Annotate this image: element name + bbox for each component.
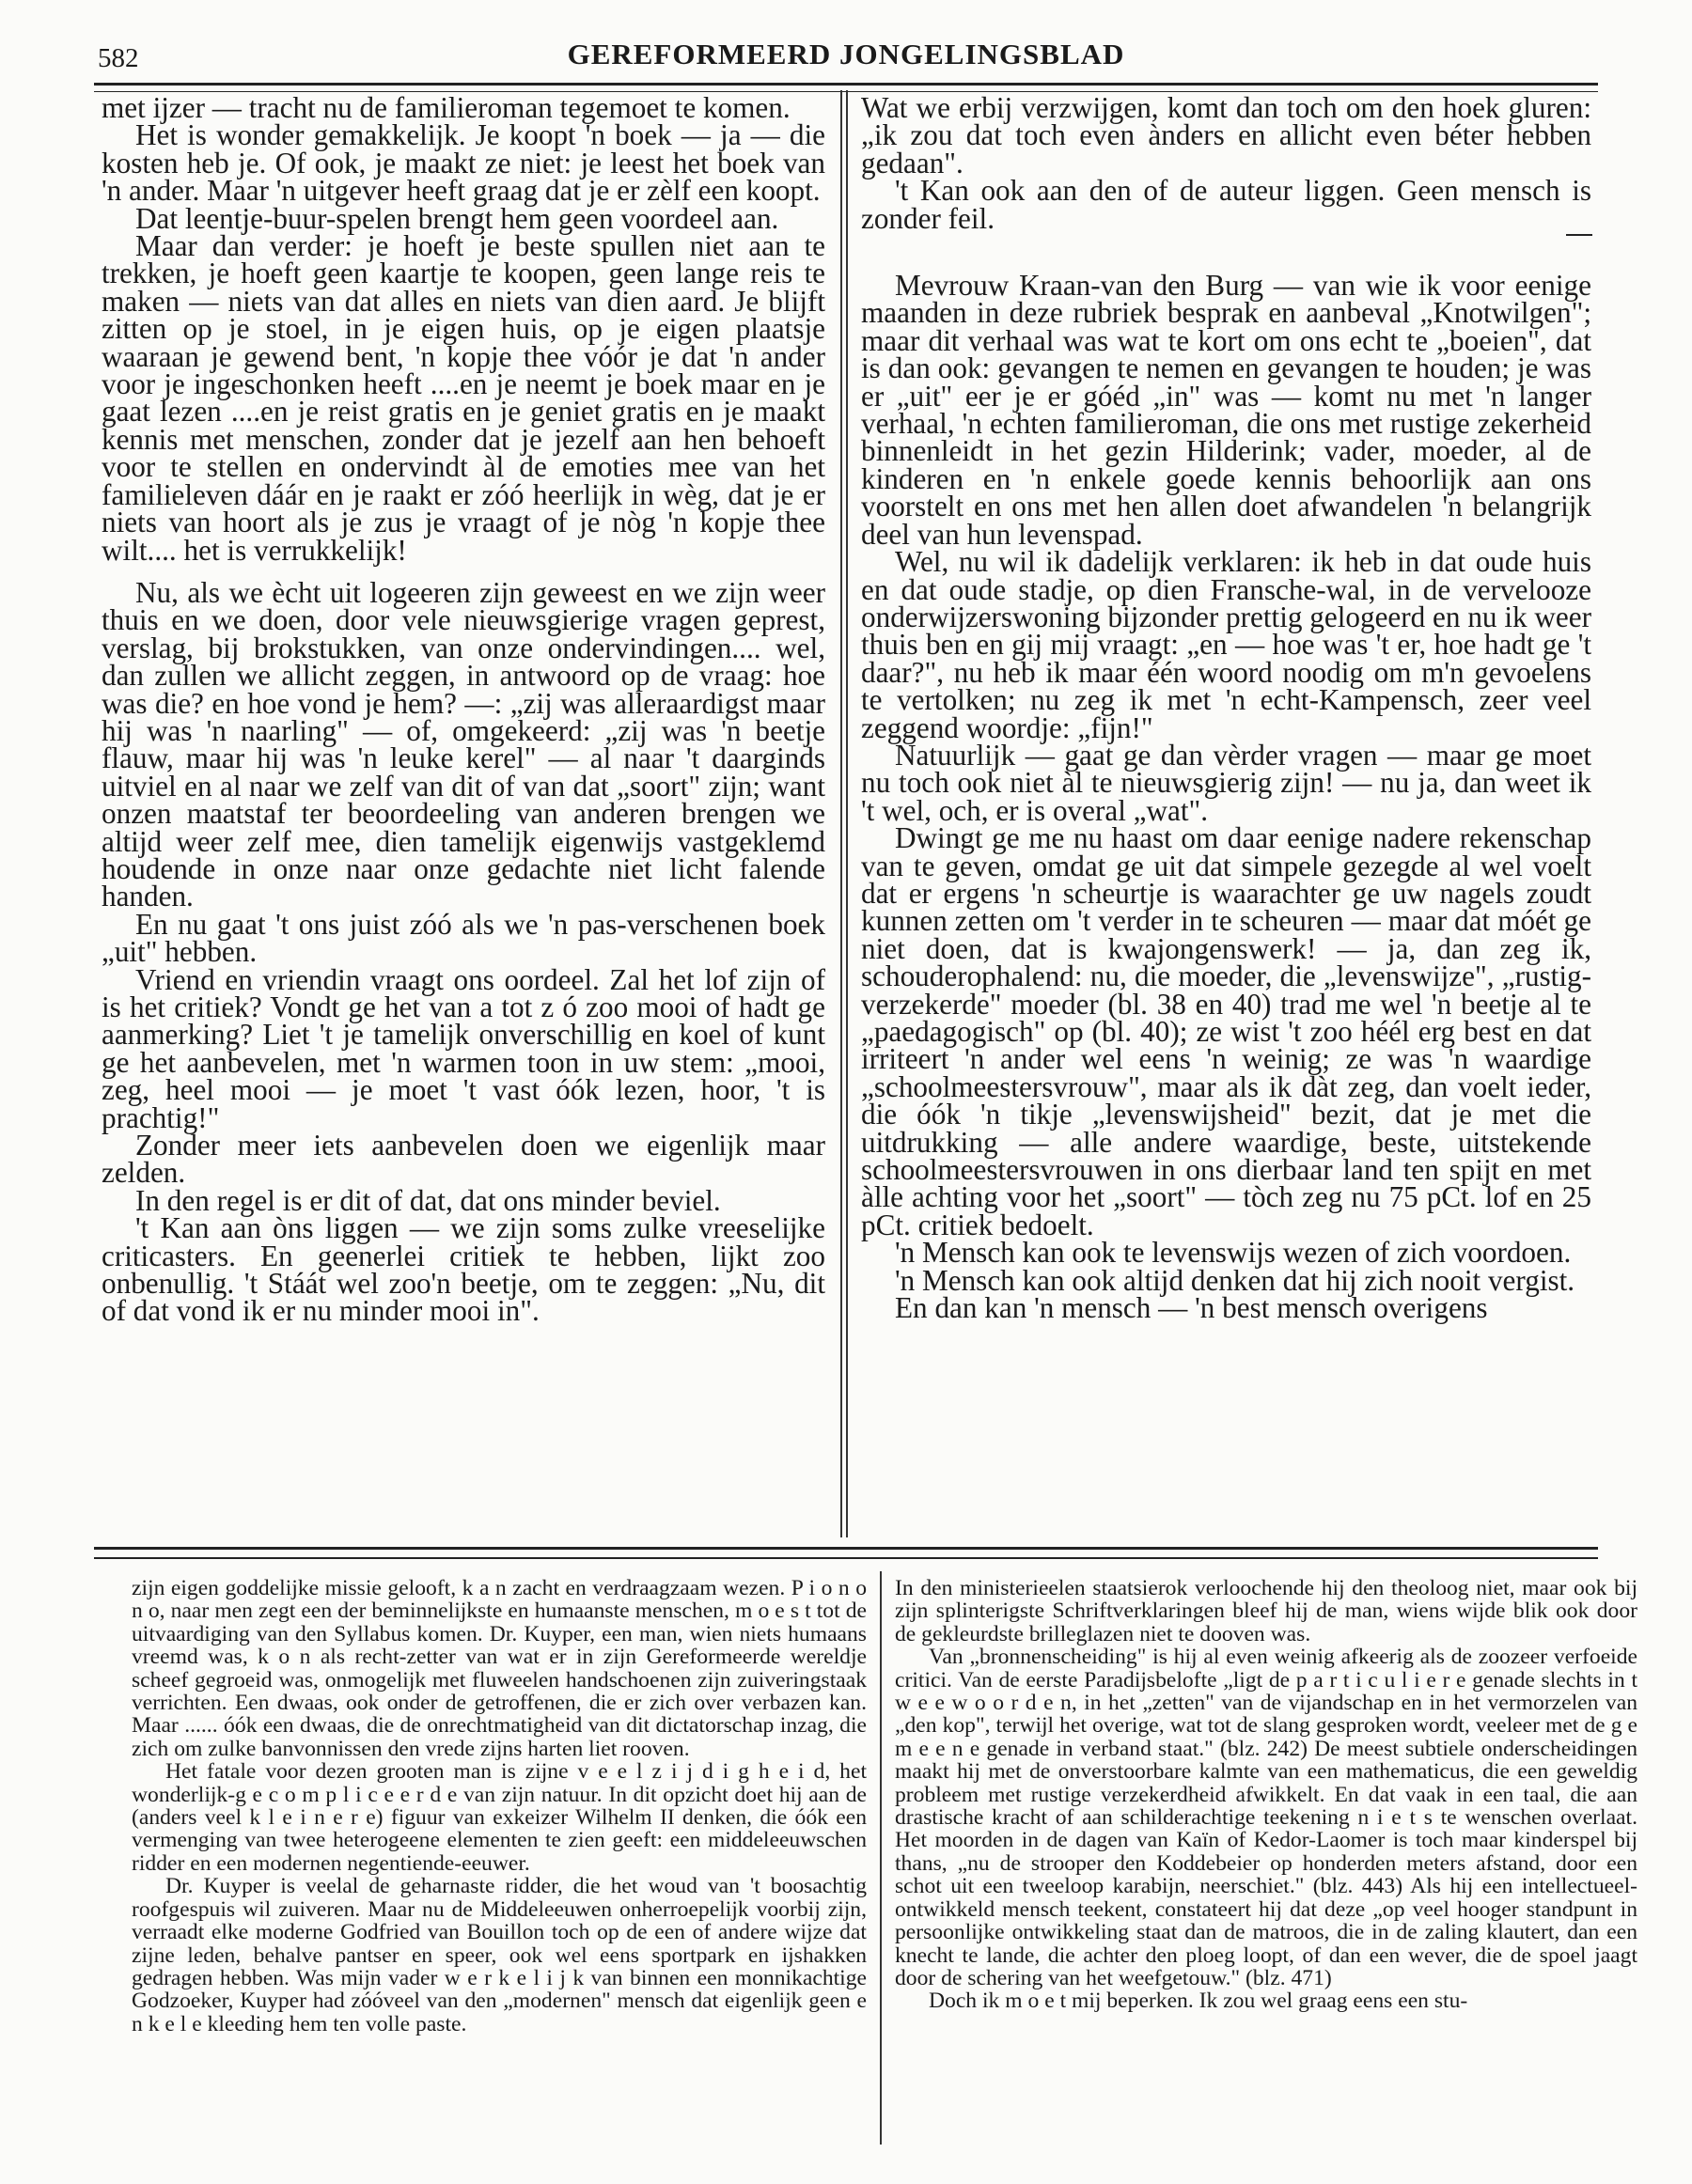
- paragraph: Van „bronnenscheiding" is hij al even weinig afkeerig als de zoozeer verfoeide critici. Van de eerste Paradijsbelofte „ligt de p a r t i c u l i e r e genade slechts in t w e e w o o r d e n, in het „zetten" van de vijandschap en in het vermorzelen van „den kop", terwijl het overige, wat tot de slang gesproken wordt, veeleer met de g e m e e n e genade in verband staat." (blz. 242) De meest subtiele onderscheidingen maakt hij met de onverstoorbare kalmte van een mathematicus, die een geweldig probleem met rustige verzekerdheid afwikkelt. En dat vaak in een taal, die aan drastische kracht of aan schilderachtige teekening n i e t s te wenschen overlaat. Het moorden in de dagen van Kaïn of Kedor-Laomer is toch maar kinderspel bij thans, „nu de strooper den Koddebeier op honderden meters afstand, door een schot uit een tweeloop karabijn, neerschiet." (blz. 443) Als hij een intellectueel-ontwikkeld mensch teekent, constateert hij dat deze „op veel hooger standpunt in persoonlijke ontwikkeling staat dan de matroos, die in de zaling klautert, dan een knecht te lande, die achter den ploeg loopt, of dan een wever, die de spoel jaagt door de schering van het weefgetouw." (blz. 471): [895, 1645, 1637, 1990]
- section-rule: [94, 1547, 1598, 1559]
- paragraph: En nu gaat 't ons juist zóó als we 'n pas-verschenen boek „uit" hebben.: [102, 907, 825, 969]
- paragraph: 'n Mensch kan ook altijd denken dat hij zich nooit vergist.: [895, 1263, 1575, 1297]
- page-number: 582: [98, 43, 139, 73]
- paragraph: Vriend en vriendin vraagt ons oordeel. Zal het lof zijn of is het critiek? Vondt ge het van a tot z ó zoo mooi of hadt ge aanmerking? Liet 't je tamelijk onverschillig en koel of kunt ge het aanbevelen, met 'n warmen toon in uw stem: „mooi, zeg, heel mooi — je moet 't vast óók lezen, hoor, 't is prachtig!": [102, 962, 825, 1134]
- paragraph: Dwingt ge me nu haast om daar eenige nadere rekenschap van te geven, omdat ge uit dat simpele gezegde al wel voelt dat er ergens 'n scheurtje is waarachter ge uw nagels zoudt kunnen zetten om 't verder in te scheuren — maar dat móét ge niet doen, dat is kwajongenswerk! — ja, dan zeg ik, schouderophalend: nu, die moeder, die „levenswijze", „rustig-verzekerde" moeder (bl. 38 en 40) trad me wel 'n beetje al te „paedagogisch" op (bl. 40); ze wist 't zoo héél erg best en dat irriteert 'n ander wel eens 'n weinig; ze was 'n waardige „schoolmeestersvrouw", maar als ik dàt zeg, dan voelt ieder, die óók 'n tikje „levenswijsheid" bezit, dat je met die uitdrukking — alle andere waardige, beste, uitstekende schoolmeestersvrouwen in ons dierbaar land ten spijt en met àlle achting voor het „soort" — tòch zeg nu 75 pCt. lof en 25 pCt. critiek bedoelt.: [861, 821, 1591, 1241]
- column-divider: [846, 90, 848, 1537]
- paragraph: zijn eigen goddelijke missie gelooft, k a n zacht en verdraagzaam wezen. P i o n o n o, naar men zegt een der beminnelijkste en humaanste menschen, m o e s t tot de uitvaardiging van den Syllabus komen. Dr. Kuyper, een man, wien niets humaans vreemd was, k o n als recht-zetter van wat er in zijn Gereformeerde wereldje scheef gegroeid was, onmogelijk met fluweelen handschoenen zijn zuiveringstaak verrichten. Een dwaas, ook onder de getroffenen, die er zich over verbazen kan. Maar ...... óók een dwaas, die de onrechtmatigheid van dit dictatorschap inzag, die zich om zulke banvonnissen den vrede zijns harten liet rooven.: [132, 1576, 867, 1761]
- paragraph: 't Kan ook aan den of de auteur liggen. Geen mensch is zonder feil.: [861, 174, 1591, 235]
- paragraph: In den ministerieelen staatsierok verloochende hij den theoloog niet, maar ook bij zijn splinterigste Schriftverklaringen bleef hij de man, wiens wijde blik ook door de gekleurdste brilleglazen niet te dooven was.: [895, 1576, 1637, 1646]
- paragraph: Mevrouw Kraan-van den Burg — van wie ik voor eenige maanden in deze rubriek besprak en aanbeval „Knotwilgen"; maar dit verhaal was wat te kort om ons echt te „boeien", dat is dan ook: gevangen te nemen en gevangen te houden; je was er „uit" eer je er góéd „in" was — komt nu met 'n langer verhaal, 'n echten familieroman, die ons met rustige zekerheid binnenleidt in het gezin Hilderink; vader, moeder, al de kinderen en 'n enkele goede kennis behoorlijk aan ons voorstelt en ons met hen allen doet afwandelen 'n belangrijk deel van hun levenspad.: [861, 269, 1591, 551]
- paragraph: En dan kan 'n mensch — 'n best mensch overigens: [895, 1291, 1488, 1325]
- upper-left-column: [102, 91, 825, 1541]
- paragraph: Maar dan verder: je hoeft je beste spullen niet aan te trekken, je hoeft geen kaartje te koopen, geen lange reis te maken — niets van dat alles en niets van dien aard. Je blijft zitten op je stoel, in je eigen huis, op je eigen plaatsje waaraan je gewend bent, 'n kopje thee vóór je dat 'n ander voor je ingeschonken heeft ....en je neemt je boek maar en je gaat lezen ....en je reist gratis en je geniet gratis en je maakt kennis met menschen, zonder dat je jezelf aan hen behoeft voor te stellen en ondervindt àl de emoties mee van het familieleven dáár en je raakt er zóó heerlijk in wèg, dat je er niets van hoort als je zus je vraagt of je nòg 'n kopje thee wilt.... het is verrukkelijk!: [102, 229, 825, 567]
- paragraph: Natuurlijk — gaat ge dan vèrder vragen — maar ge moet nu toch ook niet àl te nieuwsgierig zijn! — nu ja, dan weet ik 't wel, och, er is overal „wat".: [861, 738, 1591, 827]
- paragraph: Dat leentje-buur-spelen brengt hem geen voordeel aan.: [135, 201, 779, 235]
- paragraph: Het fatale voor dezen grooten man is zijne v e e l z i j d i g h e i d, het wonderlijk-g e c o m p l i c e e r d e van zijn natuur. In dit opzicht doet hij aan de (anders veel k l e i n e r e) figuur van exkeizer Wilhelm II denken, die óók een vermenging van twee heterogeene elementen te zien geeft: een middeleeuwschen ridder en een modernen negentiende-eeuwer.: [132, 1759, 867, 1876]
- paragraph: 't Kan aan òns liggen — we zijn soms zulke vreeselijke criticasters. En geenerlei critiek te hebben, lijkt zoo onbenullig. 't Stáát wel zoo'n beetje, om te zeggen: „Nu, dit of dat vond ik er nu minder mooi in".: [102, 1211, 825, 1328]
- paragraph: Doch ik m o e t mij beperken. Ik zou wel graag eens een stu-: [929, 1989, 1468, 2014]
- lower-left-column: [132, 1577, 867, 2141]
- upper-right-column: [861, 91, 1591, 1541]
- paragraph: Zonder meer iets aanbevelen doen we eigenlijk maar zelden.: [102, 1129, 825, 1190]
- paragraph: Nu, als we ècht uit logeeren zijn geweest en we zijn weer thuis en we doen, door vele nieuwsgierige vragen geprest, verslag, bij brokstukken, van onze ondervindingen.... wel, dan zullen we allicht zeggen, in antwoord op de vraag: hoe was die? en hoe vond je hem? —: „zij was alleraardigst maar hij was 'n naarling" — of, omgekeerd: „zij was 'n beetje flauw, maar hij was 'n leuke kerel" — al naar 't daarginds uitviel en al naar we zelf van dit of van dat „soort" zijn; want onzen maatstaf ter beoordeeling van anderen brengen we altijd weer zelf mee, dien tamelijk eigenwijs vastgeklemd houdende in onze naar onze gedachte niet licht falende handen.: [102, 575, 825, 913]
- paragraph: Dr. Kuyper is veelal de geharnaste ridder, die het woud van 't boosachtig roofgespuis wil zuiveren. Maar nu de Middeleeuwen onherroepelijk voorbij zijn, verraadt elke moderne Godfried van Bouillon toch op de een of andere wijze dat zijne leden, behalve pantser en speer, ook wel eens sportpark en ijshakken gedragen hebben. Was mijn vader w e r k e l i j k van binnen een monnikachtige Godzoeker, Kuyper had zóóveel van den „modernen" mensch dat eigenlijk geen e n k e l e kleeding hem ten volle paste.: [132, 1874, 867, 2036]
- paragraph: 'n Mensch kan ook te levenswijs wezen of zich voordoen.: [895, 1236, 1572, 1270]
- section-divider-dash: [1566, 234, 1592, 236]
- paragraph: In den regel is er dit of dat, dat ons minder beviel.: [135, 1183, 721, 1217]
- paragraph: Het is wonder gemakkelijk. Je koopt 'n boek — ja — die kosten heb je. Of ook, je maakt ze niet: je leest het boek van 'n ander. Maar 'n uitgever heeft graag dat je er zèlf een koopt.: [102, 118, 825, 208]
- paragraph: Wat we erbij verzwijgen, komt dan toch om den hoek gluren: „ik zou dat toch even ànders en allicht even béter hebben gedaan".: [861, 91, 1591, 179]
- journal-title: GEREFORMEERD JONGELINGSBLAD: [567, 38, 1125, 70]
- lower-right-column: [895, 1577, 1637, 2141]
- column-divider: [880, 1571, 882, 2145]
- page-header: [94, 38, 1598, 81]
- paragraph: Wel, nu wil ik dadelijk verklaren: ik heb in dat oude huis en dat oude stadje, op dien Fransche-wal, in de vervelooze onderwijzerswoning bijzonder prettig gelogeerd en nu ik weer thuis ben en gij mij vraagt: „en — hoe was 't er, hoe hadt ge 't daar?", nu heb ik maar één woord noodig om m'n gevoelens te vertolken; nu zeg ik met 'n echt-Kampensch, zeer veel zeggend woordje: „fijn!": [861, 545, 1591, 744]
- paragraph: met ijzer — tracht nu de familieroman tegemoet te komen.: [102, 91, 791, 124]
- column-divider: [840, 90, 842, 1537]
